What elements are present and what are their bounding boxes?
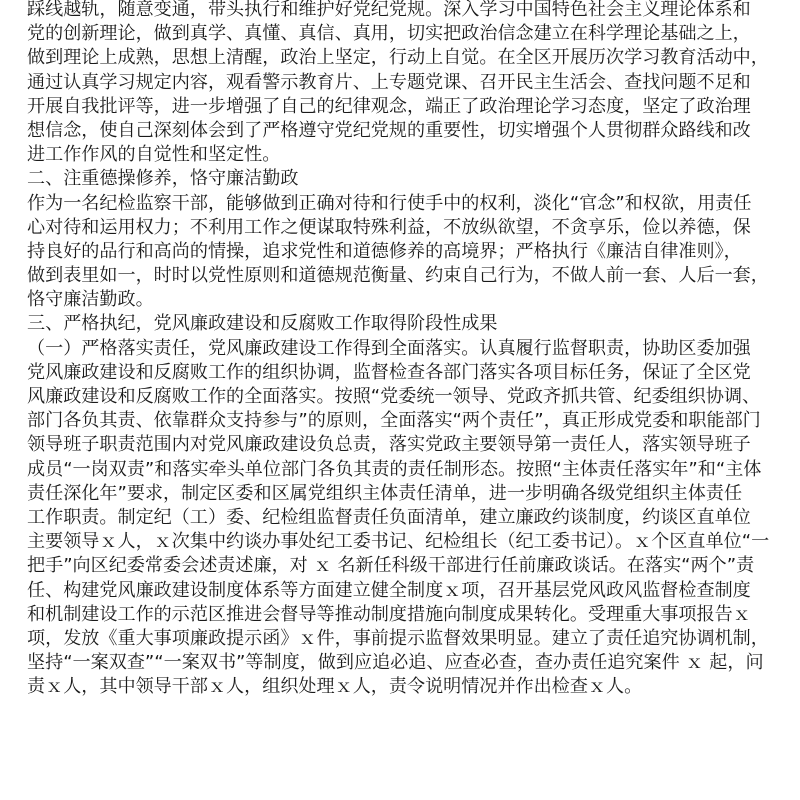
paragraph-line: 任、构建党风廉政建设制度体系等方面建立健全制度ｘ项，召开基层党风政风监督检查制度 [27,579,751,601]
paragraph-line-cutoff: 责ｘ人，其中领导干部ｘ人，组织处理ｘ人，责令说明情况并作出检查ｘ人。 [27,676,643,698]
paragraph-line: 部门各负其责、依靠群众支持参与”的原则，全面落实“两个责任”，真正形成党委和职能部门 [27,410,761,432]
paragraph-line: 党的创新理论，做到真学、真懂、真信、真用，切实把政治信念建立在科学理论基础之上， [27,23,751,45]
paragraph-line: 做到理论上成熟，思想上清醒，政治上坚定，行动上自觉。在全区开展历次学习教育活动中， [27,47,769,69]
paragraph-line: 踩线越轨，随意变通，带头执行和维护好党纪党规。深入学习中国特色社会主义理论体系和 [27,0,751,20]
paragraph-line: 项，发放《重大事项廉政提示函》ｘ件，事前提示监督效果明显。建立了责任追究协调机制， [27,627,769,649]
paragraph-line: 持良好的品行和高尚的情操，追求党性和道德修养的高境界；严格执行《廉洁自律准则》， [27,240,742,262]
paragraph-line: （一）严格落实责任，党风廉政建设工作得到全面落实。认真履行监督职责，协助区委加强 [27,337,751,359]
paragraph-line: 领导班子职责范围内对党风廉政建设负总责，落实党政主要领导第一责任人，落实领导班子 [27,434,751,456]
paragraph-line: 主要领导ｘ人，ｘ次集中约谈办事处纪工委书记、纪检组长（纪工委书记）。ｘ个区直单位“一 [27,531,770,553]
paragraph-line: 进工作作风的自觉性和坚定性。 [27,144,281,166]
section-heading-2: 二、注重德操修养，恪守廉洁勤政 [27,168,299,190]
paragraph-line: 恪守廉洁勤政。 [27,289,154,311]
paragraph-line: 成员“一岗双责”和落实牵头单位部门各负其责的责任制形态。按照“主体责任落实年”和“主体 [27,458,762,480]
paragraph-line: 想信念，使自己深刻体会到了严格遵守党纪党规的重要性，切实增强个人贯彻群众路线和改 [27,119,751,141]
paragraph-line: 责任深化年”要求，制定区委和区属党组织主体责任清单，进一步明确各级党组织主体责任 [27,482,743,504]
paragraph-line: 工作职责。制定纪（工）委、纪检组监督责任负面清单，建立廉政约谈制度，约谈区直单位 [27,506,751,528]
paragraph-line: 把手”向区纪委常委会述责述廉，对 ｘ 名新任科级干部进行任前廉政谈话。在落实“两个”责 [27,555,755,577]
paragraph-line: 风廉政建设和反腐败工作的全面落实。按照“党委统一领导、党政齐抓共管、纪委组织协调、 [27,386,761,407]
paragraph-line: 作为一名纪检监察干部，能够做到正确对待和行使手中的权利，淡化“官念”和权欲，用责任 [27,192,752,214]
section-heading-3: 三、严格执纪，党风廉政建设和反腐败工作取得阶段性成果 [27,313,498,335]
paragraph-line: 做到表里如一，时时以党性原则和道德规范衡量、约束自己行为，不做人前一套、人后一套， [27,265,769,287]
document-body [27,0,787,699]
paragraph-line: 和机制建设工作的示范区推进会督导等推动制度措施向制度成果转化。受理重大事项报告ｘ [27,603,751,625]
paragraph-line: 通过认真学习规定内容，观看警示教育片、上专题党课、召开民主生活会、查找问题不足和 [27,71,751,93]
paragraph-line: 心对待和运用权力；不利用工作之便谋取特殊利益，不放纵欲望，不贪享乐，俭以养德，保 [27,216,751,238]
paragraph-line: 党风廉政建设和反腐败工作的组织协调，监督检查各部门落实各项目标任务，保证了全区党 [27,361,751,383]
paragraph-line: 开展自我批评等，进一步增强了自己的纪律观念，端正了政治理论学习态度，坚定了政治理 [27,95,751,117]
paragraph-line: 坚持“一案双查”“一案双书”等制度，做到应追必追、应查必查，查办责任追究案件 ｘ 起，问 [27,652,764,674]
